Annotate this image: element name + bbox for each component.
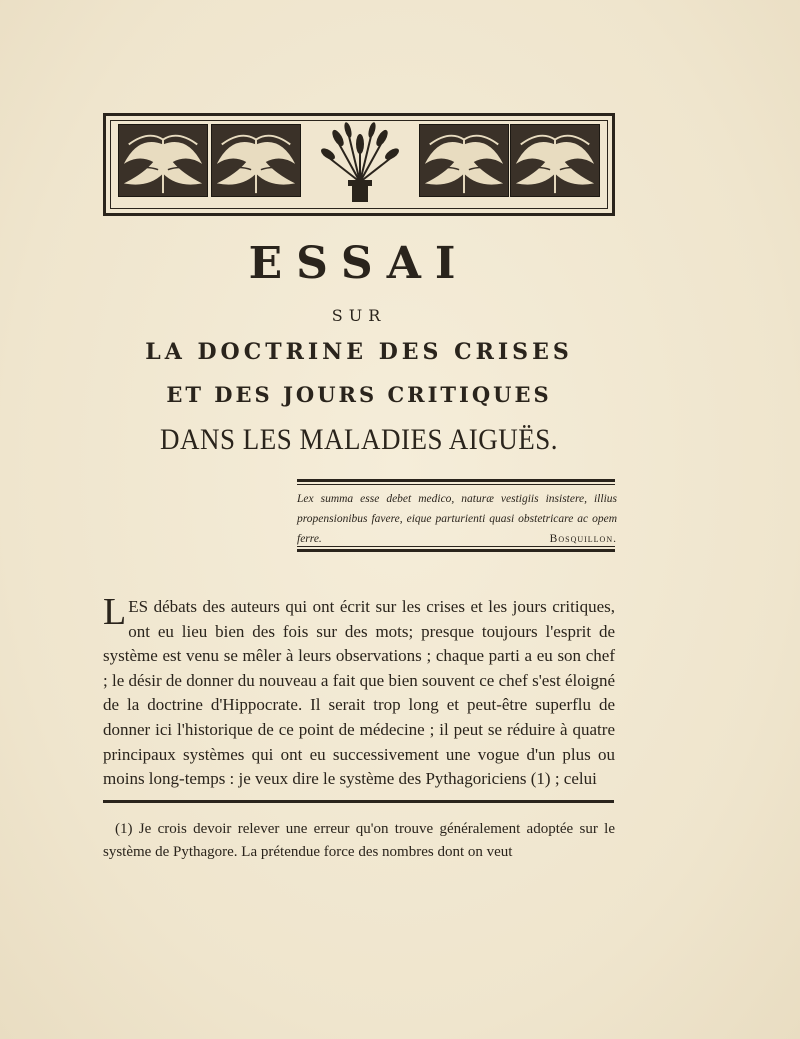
epigraph-text: Lex summa esse debet medico, naturæ vestigiis insistere, illius propensionibus favere, eique parturienti quasi obstetricare ac opem ferre. — [297, 493, 617, 545]
title-line-2: ET DES JOURS CRITIQUES — [166, 382, 552, 407]
acanthus-leaf-icon — [419, 124, 509, 197]
epigraph-bottom-rule-thin — [297, 546, 615, 547]
title-connector: SUR — [331, 306, 387, 325]
epigraph-bottom-rule — [297, 549, 615, 552]
drop-cap: L — [103, 591, 127, 633]
footnote — [103, 818, 615, 864]
title-line-1: LA DOCTRINE DES CRISES — [145, 339, 573, 365]
epigraph-top-rule-thin — [297, 484, 615, 485]
body-paragraph — [103, 591, 615, 792]
epigraph-top-rule — [297, 479, 615, 482]
acanthus-leaf-icon — [510, 124, 600, 197]
body-text: ES débats des auteurs qui ont écrit sur les crises et les jours critiques, ont eu lieu bien des fois sur des mots; presque toujours l'esprit de système est venu se mêler à leurs observations ; chaque parti a eu son chef ; le désir de donner du nouveau a fait que bien souvent ce chef s'est éloigné de la doctrine d'Hippocrate. Il serait trop long et peut-être superflu de donner ici l'historique de ce point de médecine ; il peut se réduire à quatre principaux systèmes qui ont eu successivement une vogue d'un plus ou moins long-temps : je veux dire le système des Pythagoriciens (1) ; celui — [103, 597, 615, 789]
footnote-text: (1) Je crois devoir relever une erreur qu'on trouve généralement adoptée sur le système de Pythagore. La prétendue force des nombres dont on veut — [103, 821, 615, 860]
epigraph-author: Bosquillon. — [549, 533, 617, 545]
acanthus-leaf-icon — [211, 124, 301, 197]
wheat-sheaf-icon — [318, 122, 402, 204]
title-main: ESSAI — [248, 238, 470, 289]
ornamental-headpiece — [103, 113, 615, 216]
epigraph — [297, 489, 617, 549]
acanthus-leaf-icon — [118, 124, 208, 197]
footnote-rule — [103, 800, 614, 803]
title-line-3: DANS LES MALADIES AIGUËS. — [159, 422, 558, 456]
